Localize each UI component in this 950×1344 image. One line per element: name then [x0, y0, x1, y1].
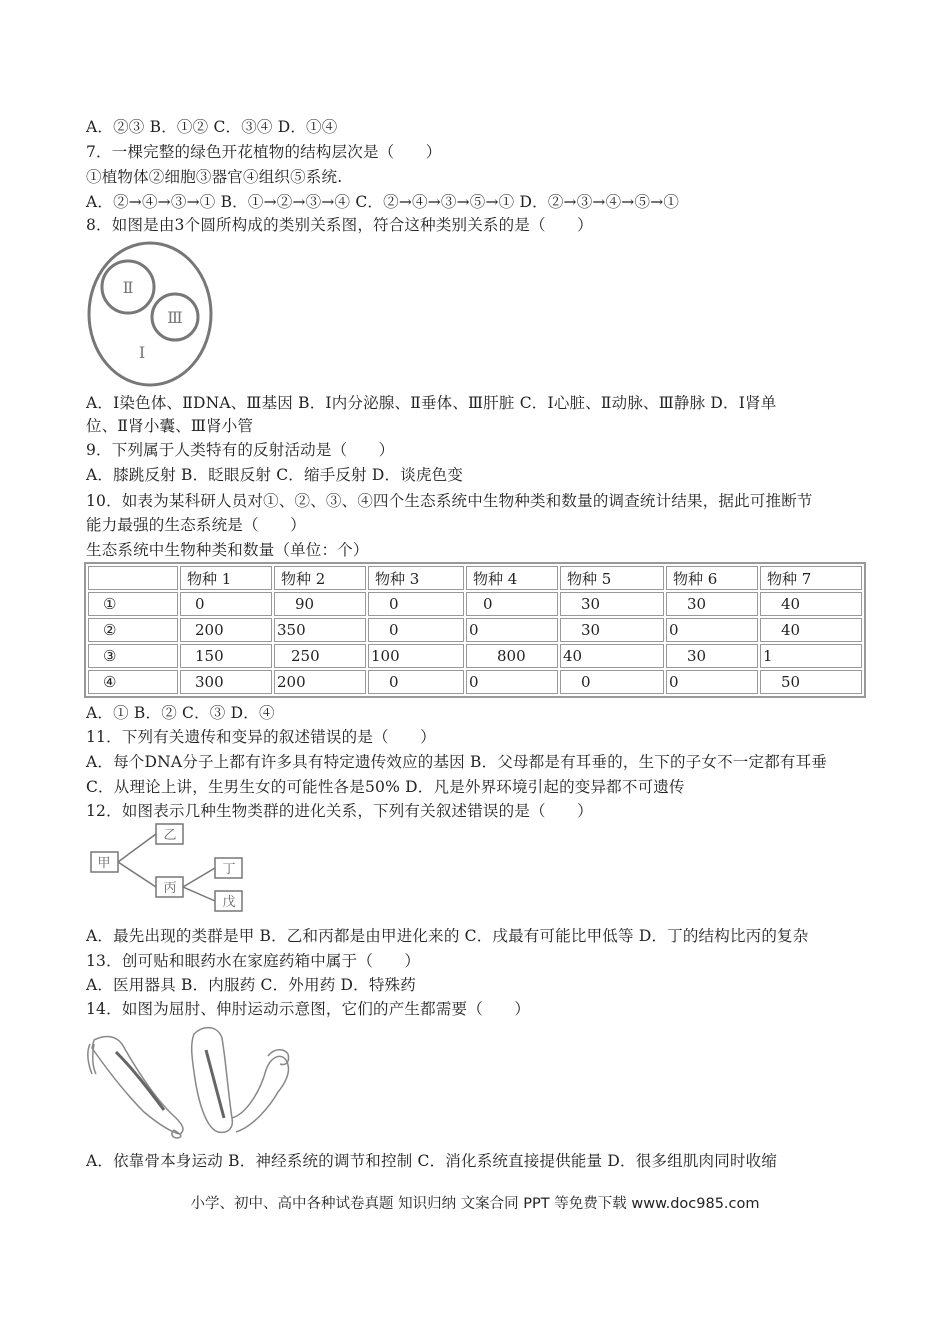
- q7-items: ①植物体②细胞③器官④组织⑤系统.: [86, 168, 343, 186]
- q8-options-2: 位、Ⅱ肾小囊、Ⅲ肾小管: [86, 417, 254, 435]
- q11-options-1: A．每个DNA分子上都有许多具有特定遗传效应的基因 B．父母都是有耳垂的，生下的子女不一定都有耳垂: [86, 753, 827, 771]
- header-cell: 物种 4: [466, 566, 558, 590]
- q11-options-2: C．从理论上讲，生男生女的可能性各是50% D．凡是外界环境引起的变异都不可遗传: [86, 778, 685, 796]
- upper-arm-right: [192, 1028, 233, 1133]
- row-label: ②: [88, 618, 178, 642]
- biceps-left: [116, 1052, 164, 1110]
- table-cell: 200: [180, 618, 272, 642]
- table-cell: 100: [368, 644, 464, 668]
- table-row: [88, 670, 862, 694]
- table-cell: 90: [274, 592, 366, 616]
- table-cell: 350: [274, 618, 366, 642]
- upper-arm-bone-left: [92, 1037, 183, 1134]
- header-cell: 物种 1: [180, 566, 272, 590]
- table-cell: 0: [466, 592, 558, 616]
- table-cell: 150: [180, 644, 272, 668]
- hand-left: [172, 1130, 181, 1138]
- table-cell: 0: [666, 618, 758, 642]
- table-cell: 0: [666, 670, 758, 694]
- q10-stem-2: 能力最强的生态系统是（ ）: [86, 516, 306, 534]
- table-cell: 250: [274, 644, 366, 668]
- table-row: [88, 592, 862, 616]
- table-cell: 1: [760, 644, 862, 668]
- branch-jia-yi: [118, 834, 156, 862]
- table-cell: 30: [560, 618, 664, 642]
- header-cell: 物种 5: [560, 566, 664, 590]
- label-ding: 丁: [222, 862, 236, 877]
- table-cell: 40: [560, 644, 664, 668]
- branch-bing-ding: [183, 868, 215, 887]
- table-cell: 0: [368, 592, 464, 616]
- q6-options: A．②③ B．①② C．③④ D．①④: [86, 118, 338, 136]
- evolution-tree-diagram: [90, 822, 245, 914]
- table-cell: 40: [760, 618, 862, 642]
- table-cell: 0: [466, 670, 558, 694]
- table-row: [88, 644, 862, 668]
- table-cell: 0: [466, 618, 558, 642]
- q8-stem: 8．如图是由3个圆所构成的类别关系图，符合这种类别关系的是（ ）: [86, 216, 593, 234]
- table-cell: 0: [180, 592, 272, 616]
- q7-options: A．②→④→③→① B．①→②→③→④ C．②→④→③→⑤→① D．②→③→④→⑤→①: [86, 193, 680, 211]
- arm-flex-extend-illustration: [86, 1022, 296, 1140]
- biceps-right: [206, 1050, 224, 1118]
- q8-options-1: A．Ⅰ染色体、ⅡDNA、Ⅲ基因 B．Ⅰ内分泌腺、Ⅱ垂体、Ⅲ肝脏 C．Ⅰ心脏、Ⅱ动脉、Ⅲ静脉 D．Ⅰ肾单: [86, 394, 777, 412]
- table-cell: 50: [760, 670, 862, 694]
- outer-circle: [89, 243, 211, 385]
- table-header-row: [88, 566, 862, 590]
- species-survey-table: [84, 562, 866, 698]
- header-cell: [88, 566, 178, 590]
- table-cell: 0: [560, 670, 664, 694]
- q7-stem: 7．一棵完整的绿色开花植物的结构层次是（ ）: [86, 143, 442, 161]
- header-cell: 物种 2: [274, 566, 366, 590]
- q14-options: A．依靠骨本身运动 B．神经系统的调节和控制 C．消化系统直接提供能量 D．很多组肌肉同时收缩: [86, 1152, 778, 1170]
- q9-options: A．膝跳反射 B．眨眼反射 C．缩手反射 D．谈虎色变: [86, 466, 464, 484]
- table-cell: 30: [666, 644, 758, 668]
- label-three: Ⅲ: [167, 308, 183, 327]
- table-cell: 0: [368, 670, 464, 694]
- branch-jia-bing: [118, 862, 156, 887]
- q13-stem: 13．创可贴和眼药水在家庭药箱中属于（ ）: [86, 952, 421, 970]
- table-cell: 800: [466, 644, 558, 668]
- label-jia: 甲: [97, 856, 111, 871]
- header-cell: 物种 6: [666, 566, 758, 590]
- row-label: ①: [88, 592, 178, 616]
- page-footer: 小学、初中、高中各种试卷真题 知识归纳 文案合同 PPT 等免费下载 www.doc985.com: [190, 1196, 760, 1212]
- row-label: ④: [88, 670, 178, 694]
- table-cell: 30: [666, 592, 758, 616]
- table-cell: 30: [560, 592, 664, 616]
- q12-stem: 12．如图表示几种生物类群的进化关系，下列有关叙述错误的是（ ）: [86, 802, 593, 820]
- q13-options: A．医用器具 B．内服药 C．外用药 D．特殊药: [86, 976, 416, 994]
- table-cell: 200: [274, 670, 366, 694]
- table-caption: 生态系统中生物种类和数量（单位：个）: [86, 541, 369, 559]
- label-two: Ⅱ: [122, 278, 134, 297]
- table-cell: 0: [368, 618, 464, 642]
- q12-options: A．最先出现的类群是甲 B．乙和丙都是由甲进化来的 C．戌最有可能比甲低等 D．丁的结构比丙的复杂: [86, 927, 809, 945]
- category-circle-diagram: [86, 240, 216, 390]
- table-row: [88, 618, 862, 642]
- q10-stem-1: 10．如表为某科研人员对①、②、③、④四个生态系统中生物种类和数量的调查统计结果，据此可推断节: [86, 492, 813, 510]
- q10-options: A．① B．② C．③ D．④: [86, 704, 275, 722]
- q11-stem: 11．下列有关遗传和变异的叙述错误的是（ ）: [86, 728, 436, 746]
- table-cell: 40: [760, 592, 862, 616]
- q9-stem: 9．下列属于人类特有的反射活动是（ ）: [86, 441, 395, 459]
- header-cell: 物种 3: [368, 566, 464, 590]
- label-bing: 丙: [163, 881, 177, 896]
- header-cell: 物种 7: [760, 566, 862, 590]
- label-wu: 戊: [222, 895, 236, 910]
- table-cell: 300: [180, 670, 272, 694]
- label-yi: 乙: [163, 828, 177, 843]
- branch-bing-wu: [183, 887, 215, 901]
- label-one: Ⅰ: [138, 343, 146, 362]
- q14-stem: 14．如图为屈肘、伸肘运动示意图，它们的产生都需要（ ）: [86, 1000, 531, 1018]
- row-label: ③: [88, 644, 178, 668]
- forearm-right: [232, 1056, 288, 1132]
